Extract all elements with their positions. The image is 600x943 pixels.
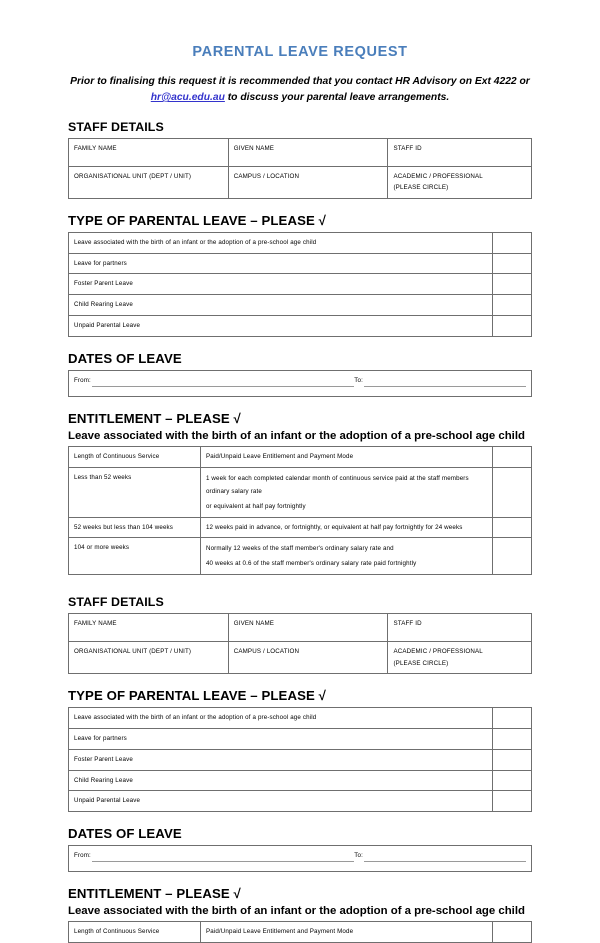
classification-field-1[interactable]	[388, 166, 532, 198]
type-of-leave-heading-2: TYPE OF PARENTAL LEAVE – PLEASE √	[68, 688, 326, 704]
dates-of-leave-table-2	[68, 845, 532, 872]
date-to-input-2[interactable]	[364, 855, 526, 862]
entitlement-mode-1-1	[200, 517, 492, 538]
leave-type-checkbox-1-4[interactable]	[492, 315, 531, 336]
entitlement-heading-2: ENTITLEMENT – PLEASE √	[68, 886, 241, 902]
family-name-field-2[interactable]: FAMILY NAME	[69, 614, 229, 642]
table-row	[69, 295, 532, 316]
table-row	[69, 467, 532, 517]
page-title: PARENTAL LEAVE REQUEST	[192, 44, 408, 60]
staff-details-heading-2: STAFF DETAILS	[68, 595, 164, 610]
leave-type-label-1-3: Child Rearing Leave	[69, 295, 493, 316]
campus-field-2[interactable]: CAMPUS / LOCATION	[228, 642, 388, 674]
entitlement-mode-line1-1-1: 12 weeks paid in advance, or fortnightly, or equivalent at half pay fortnightly for 24 weeks	[205, 523, 463, 531]
staff-id-field-1[interactable]: STAFF ID	[388, 138, 532, 166]
classification-note-1: (PLEASE CIRCLE)	[393, 184, 449, 192]
leave-type-label-2-3: Child Rearing Leave	[69, 770, 493, 791]
date-from-input-2[interactable]	[92, 855, 354, 862]
entitlement-subheading-2: Leave associated with the birth of an infant or the adoption of a pre-school age child	[68, 905, 525, 918]
leave-type-checkbox-1-2[interactable]	[492, 274, 531, 295]
leave-type-table-1	[68, 232, 532, 337]
given-name-field-2[interactable]: GIVEN NAME	[228, 614, 388, 642]
table-row	[69, 846, 532, 872]
entitlement-checkbox-1-1[interactable]	[492, 517, 531, 538]
leave-type-checkbox-2-0[interactable]	[492, 708, 531, 729]
table-row	[69, 538, 532, 575]
entitlement-service-1-1: 52 weeks but less than 104 weeks	[69, 517, 201, 538]
dates-of-leave-heading-1: DATES OF LEAVE	[68, 350, 182, 366]
leave-type-label-2-4: Unpaid Parental Leave	[69, 791, 493, 812]
table-row	[69, 708, 532, 729]
table-header-row	[69, 922, 532, 943]
leave-type-label-1-1: Leave for partners	[69, 253, 493, 274]
leave-type-label-1-2: Foster Parent Leave	[69, 274, 493, 295]
entitlement-service-1-0: Less than 52 weeks	[69, 467, 201, 517]
staff-details-heading-1: STAFF DETAILS	[68, 119, 164, 134]
entitlement-checkbox-1-0[interactable]	[492, 467, 531, 517]
org-unit-field-1[interactable]: ORGANISATIONAL UNIT (DEPT / UNIT)	[69, 166, 229, 198]
entitlement-mode-line1-1-0: 1 week for each completed calendar month of continuous service paid at the staff members ordinary salary rate	[205, 474, 469, 495]
entitlement-heading-1: ENTITLEMENT – PLEASE √	[68, 410, 241, 426]
entitlement-mode-1-2	[200, 538, 492, 575]
dates-of-leave-table-1	[68, 370, 532, 397]
entitlement-header-tick-1	[492, 446, 531, 467]
date-to-label-2: To:	[354, 852, 363, 860]
entitlement-table-1	[68, 446, 532, 576]
type-of-leave-heading-1: TYPE OF PARENTAL LEAVE – PLEASE √	[68, 212, 326, 228]
entitlement-mode-1-0	[200, 467, 492, 517]
entitlement-mode-line2-1-0: or equivalent at half pay fortnightly	[205, 502, 306, 510]
date-from-input-1[interactable]	[92, 380, 354, 387]
table-row	[69, 166, 532, 198]
leave-type-checkbox-2-1[interactable]	[492, 729, 531, 750]
dates-cell-2	[69, 846, 532, 872]
date-from-label-2: From:	[74, 852, 91, 860]
table-row	[69, 138, 532, 166]
leave-type-label-1-0: Leave associated with the birth of an infant or the adoption of a pre-school age child	[69, 232, 493, 253]
campus-field-1[interactable]: CAMPUS / LOCATION	[228, 166, 388, 198]
staff-details-table-1	[68, 138, 532, 199]
classification-note-2: (PLEASE CIRCLE)	[393, 659, 449, 667]
entitlement-service-1-2: 104 or more weeks	[69, 538, 201, 575]
leave-type-label-2-2: Foster Parent Leave	[69, 749, 493, 770]
family-name-field-1[interactable]: FAMILY NAME	[69, 138, 229, 166]
dates-of-leave-heading-2: DATES OF LEAVE	[68, 826, 182, 842]
date-from-group-1[interactable]	[74, 375, 354, 387]
date-to-label-1: To:	[354, 376, 363, 384]
entitlement-header-mode-1: Paid/Unpaid Leave Entitlement and Payment Mode	[200, 446, 492, 467]
table-row	[69, 315, 532, 336]
table-row	[69, 791, 532, 812]
date-to-group-1[interactable]	[354, 375, 526, 387]
table-row	[69, 253, 532, 274]
table-row	[69, 274, 532, 295]
org-unit-field-2[interactable]: ORGANISATIONAL UNIT (DEPT / UNIT)	[69, 642, 229, 674]
leave-type-checkbox-1-3[interactable]	[492, 295, 531, 316]
dates-cell-1	[69, 370, 532, 396]
leave-type-checkbox-1-1[interactable]	[492, 253, 531, 274]
leave-type-checkbox-1-0[interactable]	[492, 232, 531, 253]
classification-label-2: ACADEMIC / PROFESSIONAL	[393, 648, 483, 656]
leave-type-checkbox-2-3[interactable]	[492, 770, 531, 791]
table-row	[69, 770, 532, 791]
entitlement-header-service-2: Length of Continuous Service	[69, 922, 201, 943]
leave-type-label-1-4: Unpaid Parental Leave	[69, 315, 493, 336]
intro-text-after: to discuss your parental leave arrangements.	[224, 91, 450, 103]
leave-type-checkbox-2-2[interactable]	[492, 749, 531, 770]
hr-email-link[interactable]: hr@acu.edu.au	[150, 91, 225, 103]
entitlement-checkbox-1-2[interactable]	[492, 538, 531, 575]
table-row	[69, 232, 532, 253]
classification-field-2[interactable]	[388, 642, 532, 674]
leave-type-checkbox-2-4[interactable]	[492, 791, 531, 812]
given-name-field-1[interactable]: GIVEN NAME	[228, 138, 388, 166]
entitlement-header-service-1: Length of Continuous Service	[69, 446, 201, 467]
table-row	[69, 729, 532, 750]
date-to-group-2[interactable]	[354, 850, 526, 862]
table-row	[69, 614, 532, 642]
table-row	[69, 370, 532, 396]
intro-text-before: Prior to finalising this request it is recommended that you contact HR Advisory on Ext 4222 or	[70, 76, 530, 87]
staff-details-table-2	[68, 613, 532, 674]
entitlement-subheading-1: Leave associated with the birth of an infant or the adoption of a pre-school age child	[68, 429, 525, 442]
table-row	[69, 642, 532, 674]
table-header-row	[69, 446, 532, 467]
date-from-group-2[interactable]	[74, 850, 354, 862]
leave-type-label-2-0: Leave associated with the birth of an infant or the adoption of a pre-school age child	[69, 708, 493, 729]
table-row	[69, 749, 532, 770]
entitlement-header-mode-2: Paid/Unpaid Leave Entitlement and Payment Mode	[200, 922, 492, 943]
entitlement-mode-line2-1-2: 40 weeks at 0.6 of the staff member's ordinary salary rate paid fortnightly	[205, 560, 417, 568]
leave-type-table-2	[68, 707, 532, 812]
entitlement-header-tick-2	[492, 922, 531, 943]
intro-paragraph	[68, 74, 532, 106]
date-from-label-1: From:	[74, 376, 91, 384]
leave-type-label-2-1: Leave for partners	[69, 729, 493, 750]
table-row	[69, 517, 532, 538]
entitlement-table-2	[68, 921, 532, 943]
staff-id-field-2[interactable]: STAFF ID	[388, 614, 532, 642]
classification-label-1: ACADEMIC / PROFESSIONAL	[393, 172, 483, 180]
entitlement-mode-line1-1-2: Normally 12 weeks of the staff member's ordinary salary rate and	[205, 545, 394, 553]
date-to-input-1[interactable]	[364, 380, 526, 387]
